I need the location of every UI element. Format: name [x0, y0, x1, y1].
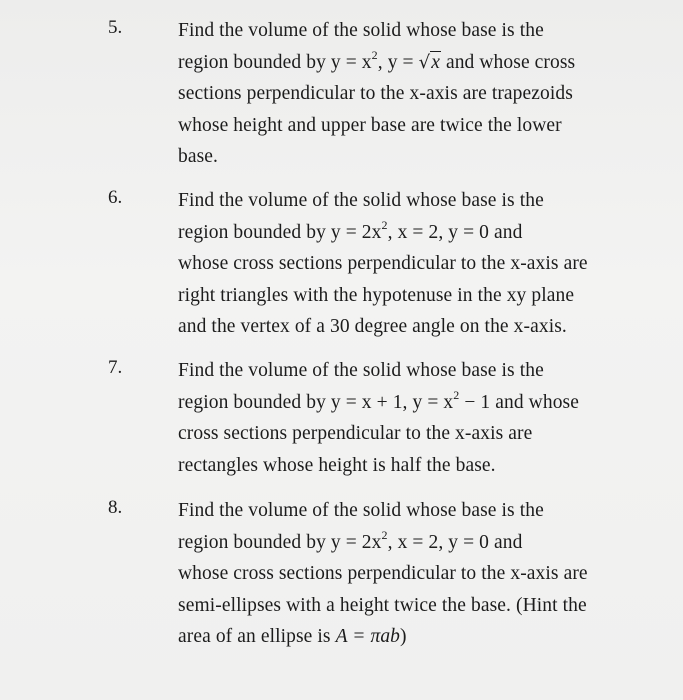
problem-line: rectangles whose height is half the base.	[178, 454, 496, 476]
problem-line: whose cross sections perpendicular to the x-axis are	[178, 563, 588, 584]
problem-text	[178, 355, 673, 481]
problem-text	[178, 15, 673, 173]
problem-number: 6.	[108, 187, 123, 208]
equation	[330, 388, 491, 413]
equation-part: , x = 2, y = 0	[387, 221, 490, 243]
problem-text-segment: region bounded by	[178, 51, 331, 73]
equation-part: y = x	[330, 51, 372, 73]
problem-number: 7.	[108, 357, 123, 378]
problem-line: base.	[178, 146, 219, 167]
exponent: 2	[381, 528, 388, 542]
exponent: 2	[371, 48, 378, 62]
equation	[330, 528, 490, 553]
problem-text	[178, 185, 673, 343]
equation-part: , x = 2, y = 0	[387, 531, 490, 553]
problem-text-segment: area of an ellipse is	[178, 626, 336, 647]
problem-line	[178, 387, 673, 419]
problem-line	[178, 621, 673, 653]
equation: A = πab	[335, 626, 401, 647]
equation-part: y = x + 1, y = x	[330, 391, 454, 413]
problem-text-segment: region bounded by	[178, 221, 331, 243]
problem-line	[178, 527, 673, 559]
square-root	[419, 47, 441, 79]
problem-line: sections perpendicular to the x-axis are trapezoids	[178, 83, 573, 104]
equation-part: − 1	[459, 391, 491, 413]
problem-line: Find the volume of the solid whose base is the	[178, 20, 544, 41]
problem-text-segment: region bounded by	[178, 391, 331, 413]
problem-text-segment: and whose cross	[440, 51, 576, 73]
problem-line: Find the volume of the solid whose base is the	[178, 190, 544, 211]
exponent: 2	[381, 218, 388, 232]
problem-number: 5.	[108, 17, 123, 38]
equation-part: y =	[387, 51, 419, 73]
problem-line: semi-ellipses with a height twice the base. (Hint the	[178, 594, 587, 616]
problem-number: 8.	[108, 497, 123, 518]
problem-line: Find the volume of the solid whose base is the	[178, 500, 544, 521]
problem-text-segment: region bounded by	[178, 531, 331, 553]
problem-line: cross sections perpendicular to the x-axis are	[178, 423, 533, 444]
problem-line	[178, 217, 673, 249]
problem-line: and the vertex of a 30 degree angle on the x-axis.	[178, 316, 567, 337]
problem-line: whose height and upper base are twice the lower	[178, 114, 562, 136]
problem-line: Find the volume of the solid whose base is the	[178, 360, 544, 381]
problem-text-segment: and whose	[490, 391, 579, 413]
problem-text-segment: )	[400, 626, 407, 647]
equation	[330, 48, 441, 73]
problem-text-segment: and	[489, 531, 523, 553]
radicand: x	[431, 51, 440, 73]
radical-icon: √	[418, 51, 431, 73]
separator: ,	[377, 51, 388, 73]
equation	[330, 218, 490, 243]
problem-line: whose cross sections perpendicular to the x-axis are	[178, 253, 588, 274]
equation-part: y = 2x	[330, 531, 382, 553]
equation-part: y = 2x	[330, 221, 382, 243]
exponent: 2	[453, 388, 460, 402]
problem-text	[178, 495, 673, 653]
problem-line: right triangles with the hypotenuse in the xy plane	[178, 284, 575, 306]
problem-line	[178, 47, 673, 79]
problem-text-segment: and	[489, 221, 523, 243]
